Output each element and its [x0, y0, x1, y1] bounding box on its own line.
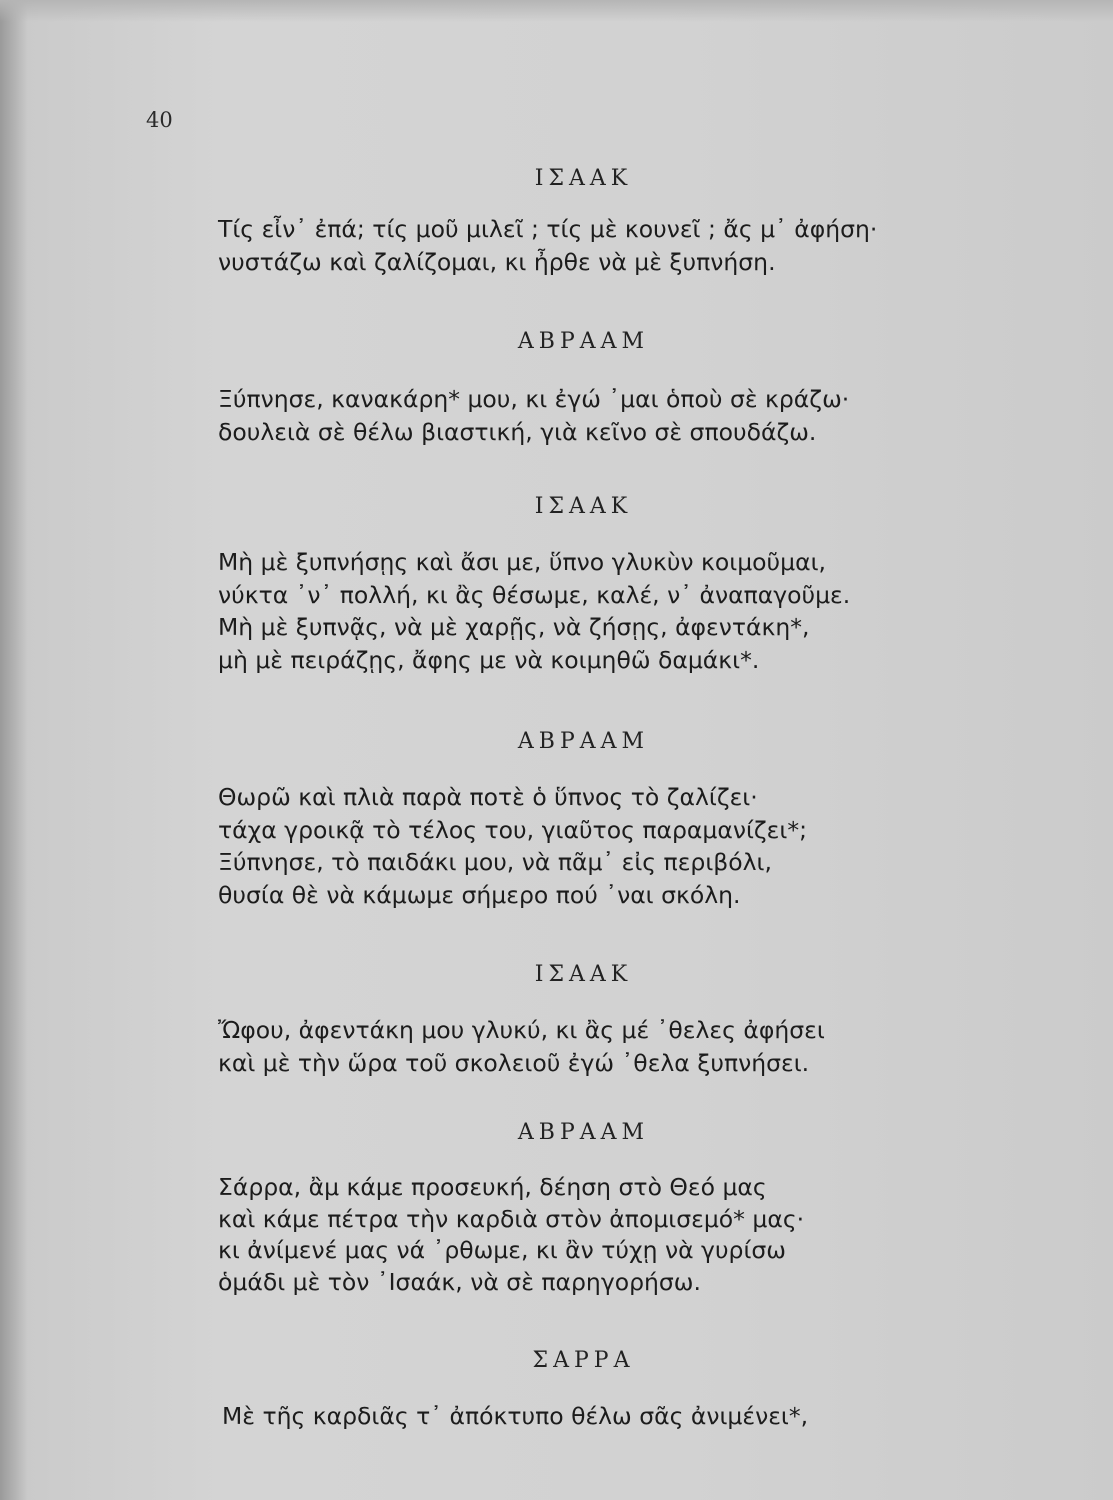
- verse-line: Ξύπνησε, κανακάρη* μου, κι ἐγώ ᾽μαι ὁποὺ σὲ κράζω·: [218, 385, 850, 413]
- verse-line: Ξύπνησε, τὸ παιδάκι μου, νὰ πᾶμ᾽ εἰς περιβόλι,: [218, 848, 772, 876]
- verse-stanza: [218, 1172, 1078, 1298]
- verse-line: Μὴ μὲ ξυπνήσῃς καὶ ἄσι με, ὕπνο γλυκὺν κοιμοῦμαι,: [218, 548, 826, 576]
- verse-line: Θωρῶ καὶ πλιὰ παρὰ ποτὲ ὁ ὕπνος τὸ ζαλίζει·: [218, 783, 758, 811]
- verse-line: κι ἀνίμενέ μας νά ᾽ρθωμε, κι ἂν τύχῃ νὰ γυρίσω: [218, 1236, 786, 1264]
- verse-line: καὶ μὲ τὴν ὥρα τοῦ σκολειοῦ ἐγώ ᾽θελα ξυπνήσει.: [218, 1048, 810, 1077]
- verse-line: νυστάζω καὶ ζαλίζομαι, κι ἦρθε νὰ μὲ ξυπνήση.: [218, 247, 776, 276]
- speaker-heading: ΑΒΡΑΑΜ: [517, 729, 650, 754]
- speaker-heading: ΑΒΡΑΑΜ: [517, 1120, 650, 1145]
- verse-line: ὁμάδι μὲ τὸν ᾽Ισαάκ, νὰ σὲ παρηγορήσω.: [218, 1267, 701, 1296]
- speaker-heading: ΙΣΑΑΚ: [534, 962, 633, 987]
- verse-line: Σάρρα, ἂμ κάμε προσευκή, δέηση στὸ Θεό μας: [218, 1173, 767, 1201]
- speaker-heading: ΙΣΑΑΚ: [534, 166, 633, 191]
- speaker-heading: ΑΒΡΑΑΜ: [517, 329, 650, 354]
- speaker-heading: ΣΑΡΡΑ: [532, 1348, 635, 1373]
- verse-line: καὶ κάμε πέτρα τὴν καρδιὰ στὸν ἀπομισεμό* μας·: [218, 1204, 805, 1233]
- verse-line: μὴ μὲ πειράζῃς, ἄφης με νὰ κοιμηθῶ δαμάκι*.: [218, 645, 760, 674]
- verse-line: θυσία θὲ νὰ κάμωμε σήμερο πού ᾽ναι σκόλη.: [218, 880, 741, 909]
- verse-stanza: [218, 213, 1078, 278]
- verse-stanza: [218, 383, 1078, 448]
- speaker-heading: ΙΣΑΑΚ: [534, 494, 633, 519]
- verse-line: τάχα γροικᾷ τὸ τέλος του, γιαῦτος παραμανίζει*;: [218, 815, 808, 844]
- verse-stanza: [218, 546, 1078, 676]
- verse-stanza: [218, 1014, 1078, 1079]
- page-number: 40: [146, 108, 173, 132]
- verse-line: νύκτα ᾽ν᾽ πολλή, κι ἂς θέσωμε, καλέ, ν᾽ ἀναπαγοῦμε.: [218, 580, 851, 609]
- verse-line: δουλειὰ σὲ θέλω βιαστική, γιὰ κεῖνο σὲ σπουδάζω.: [218, 417, 817, 446]
- page-top-shadow: [0, 0, 1113, 22]
- verse-stanza: [222, 1400, 1082, 1433]
- verse-line: Τίς εἶν᾽ ἐπά; τίς μοῦ μιλεῖ ; τίς μὲ κουνεῖ ; ἄς μ᾽ ἀφήση·: [218, 215, 878, 243]
- verse-line: Μὲ τῆς καρδιᾶς τ᾽ ἀπόκτυπο θέλω σᾶς ἀνιμένει*,: [222, 1402, 809, 1430]
- verse-line: Μὴ μὲ ξυπνᾷς, νὰ μὲ χαρῇς, νὰ ζήσῃς, ἀφεντάκη*,: [218, 613, 810, 641]
- verse-stanza: [218, 781, 1078, 911]
- verse-line: Ὤφου, ἀφεντάκη μου γλυκύ, κι ἂς μέ ᾽θελες ἀφήσει: [218, 1016, 825, 1044]
